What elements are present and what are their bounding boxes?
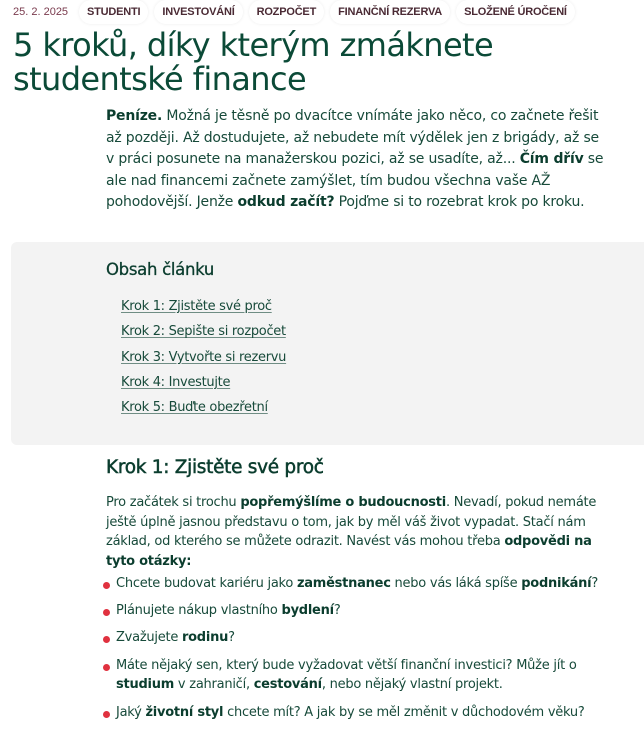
bullet-dot-icon xyxy=(103,609,110,616)
tag-investovani[interactable]: INVESTOVÁNÍ xyxy=(154,0,242,24)
toc-link-step-5[interactable]: Krok 5: Buďte obezřetní xyxy=(121,400,268,416)
question-list xyxy=(103,574,603,730)
intro-bold-2: Čím dřív xyxy=(519,151,584,167)
bullet-dot-icon xyxy=(103,664,110,671)
article-intro xyxy=(106,106,606,214)
tag-studenti[interactable]: STUDENTI xyxy=(79,0,148,24)
tag-list xyxy=(79,0,575,24)
step-1-heading: Krok 1: Zjistěte své proč xyxy=(106,457,324,478)
q-text: Zvažujete xyxy=(116,630,182,646)
q-text: , nebo nějaký vlastní projekt. xyxy=(321,677,503,693)
bullet-dot-icon xyxy=(103,711,110,718)
q-bold: bydlení xyxy=(281,603,334,619)
toc-item xyxy=(121,295,286,320)
q-text: ? xyxy=(591,576,599,591)
q-text: chcete mít? A jak by se měl změnit v důchodovém věku? xyxy=(223,704,585,720)
list-item xyxy=(103,628,603,648)
toc-item xyxy=(121,346,286,371)
tag-slozene-uroceni[interactable]: SLOŽENÉ ÚROČENÍ xyxy=(456,0,575,24)
q-bold: rodinu xyxy=(181,630,229,646)
toc-list xyxy=(121,295,286,421)
toc-item xyxy=(121,371,286,396)
table-of-contents xyxy=(11,242,644,445)
q-bold: zaměstnanec xyxy=(296,576,391,591)
intro-text-2: se ale nad financemi začnete zamýšlet, tím budou všechna vaše AŽ pohodovější. Jenže xyxy=(106,151,604,210)
toc-link-step-2[interactable]: Krok 2: Sepište si rozpočet xyxy=(121,324,286,340)
step-text-c: . Nevadí, pokud nemáte ještě úplně jasnou představu o tom, jak by měl váš život vypadat. Stačí nám základ, od kterého se můžete odrazit. Navést vás mohou třeba xyxy=(106,495,597,550)
publish-date: 25. 2. 2025 xyxy=(13,6,69,18)
q-bold: studium xyxy=(116,677,175,693)
step-text-a: Pro začátek si trochu xyxy=(106,495,241,510)
toc-item xyxy=(121,320,286,345)
list-item xyxy=(103,703,603,723)
toc-item xyxy=(121,396,286,421)
intro-bold-1: Peníze. xyxy=(106,108,163,124)
toc-link-step-4[interactable]: Krok 4: Investujte xyxy=(121,374,231,390)
step-bold-d: odpovědi na tyto otázky: xyxy=(106,534,592,570)
bullet-dot-icon xyxy=(103,582,110,589)
q-text: v zahraničí, xyxy=(174,677,254,693)
bullet-dot-icon xyxy=(103,636,110,643)
q-text: ? xyxy=(228,630,235,646)
q-text: Plánujete nákup vlastního xyxy=(116,603,282,619)
q-text: ? xyxy=(333,603,341,619)
intro-text-1: Možná je těsně po dvacítce vnímáte jako něco, co začnete řešit až později. Až dostudujete, až nebudete mít výdělek jen z brigády, až se v práci posunete na manažerskou pozici, až se usadíte, až... xyxy=(106,108,599,167)
list-item xyxy=(103,574,603,594)
q-text: Máte nějaký sen, který bude vyžadovat větší finanční investici? Může jít o xyxy=(116,657,577,673)
q-bold: cestování xyxy=(253,677,322,693)
intro-bold-3: odkud začít? xyxy=(237,194,335,210)
q-text: Chcete budovat kariéru jako xyxy=(116,576,297,591)
toc-link-step-1[interactable]: Krok 1: Zjistěte své proč xyxy=(121,299,272,314)
q-bold: životní styl xyxy=(145,704,224,720)
q-text: Jaký xyxy=(116,704,146,720)
list-item xyxy=(103,601,603,621)
step-1-paragraph xyxy=(106,493,606,572)
list-item xyxy=(103,656,603,695)
toc-link-step-3[interactable]: Krok 3: Vytvořte si rezervu xyxy=(121,349,287,365)
tag-financni-rezerva[interactable]: FINANČNÍ REZERVA xyxy=(330,0,450,24)
article-title: 5 kroků, díky kterým zmáknete studentské finance xyxy=(13,26,494,98)
intro-text-3: Pojďme si to rozebrat krok po kroku. xyxy=(334,194,585,210)
tag-rozpocet[interactable]: ROZPOČET xyxy=(249,0,325,24)
article-meta-bar xyxy=(0,0,644,24)
q-bold: podnikání xyxy=(521,576,592,591)
step-bold-b: popřemýšlíme o budoucnosti xyxy=(240,495,446,510)
q-text: nebo vás láká spíše xyxy=(390,576,522,591)
toc-heading: Obsah článku xyxy=(106,260,215,279)
